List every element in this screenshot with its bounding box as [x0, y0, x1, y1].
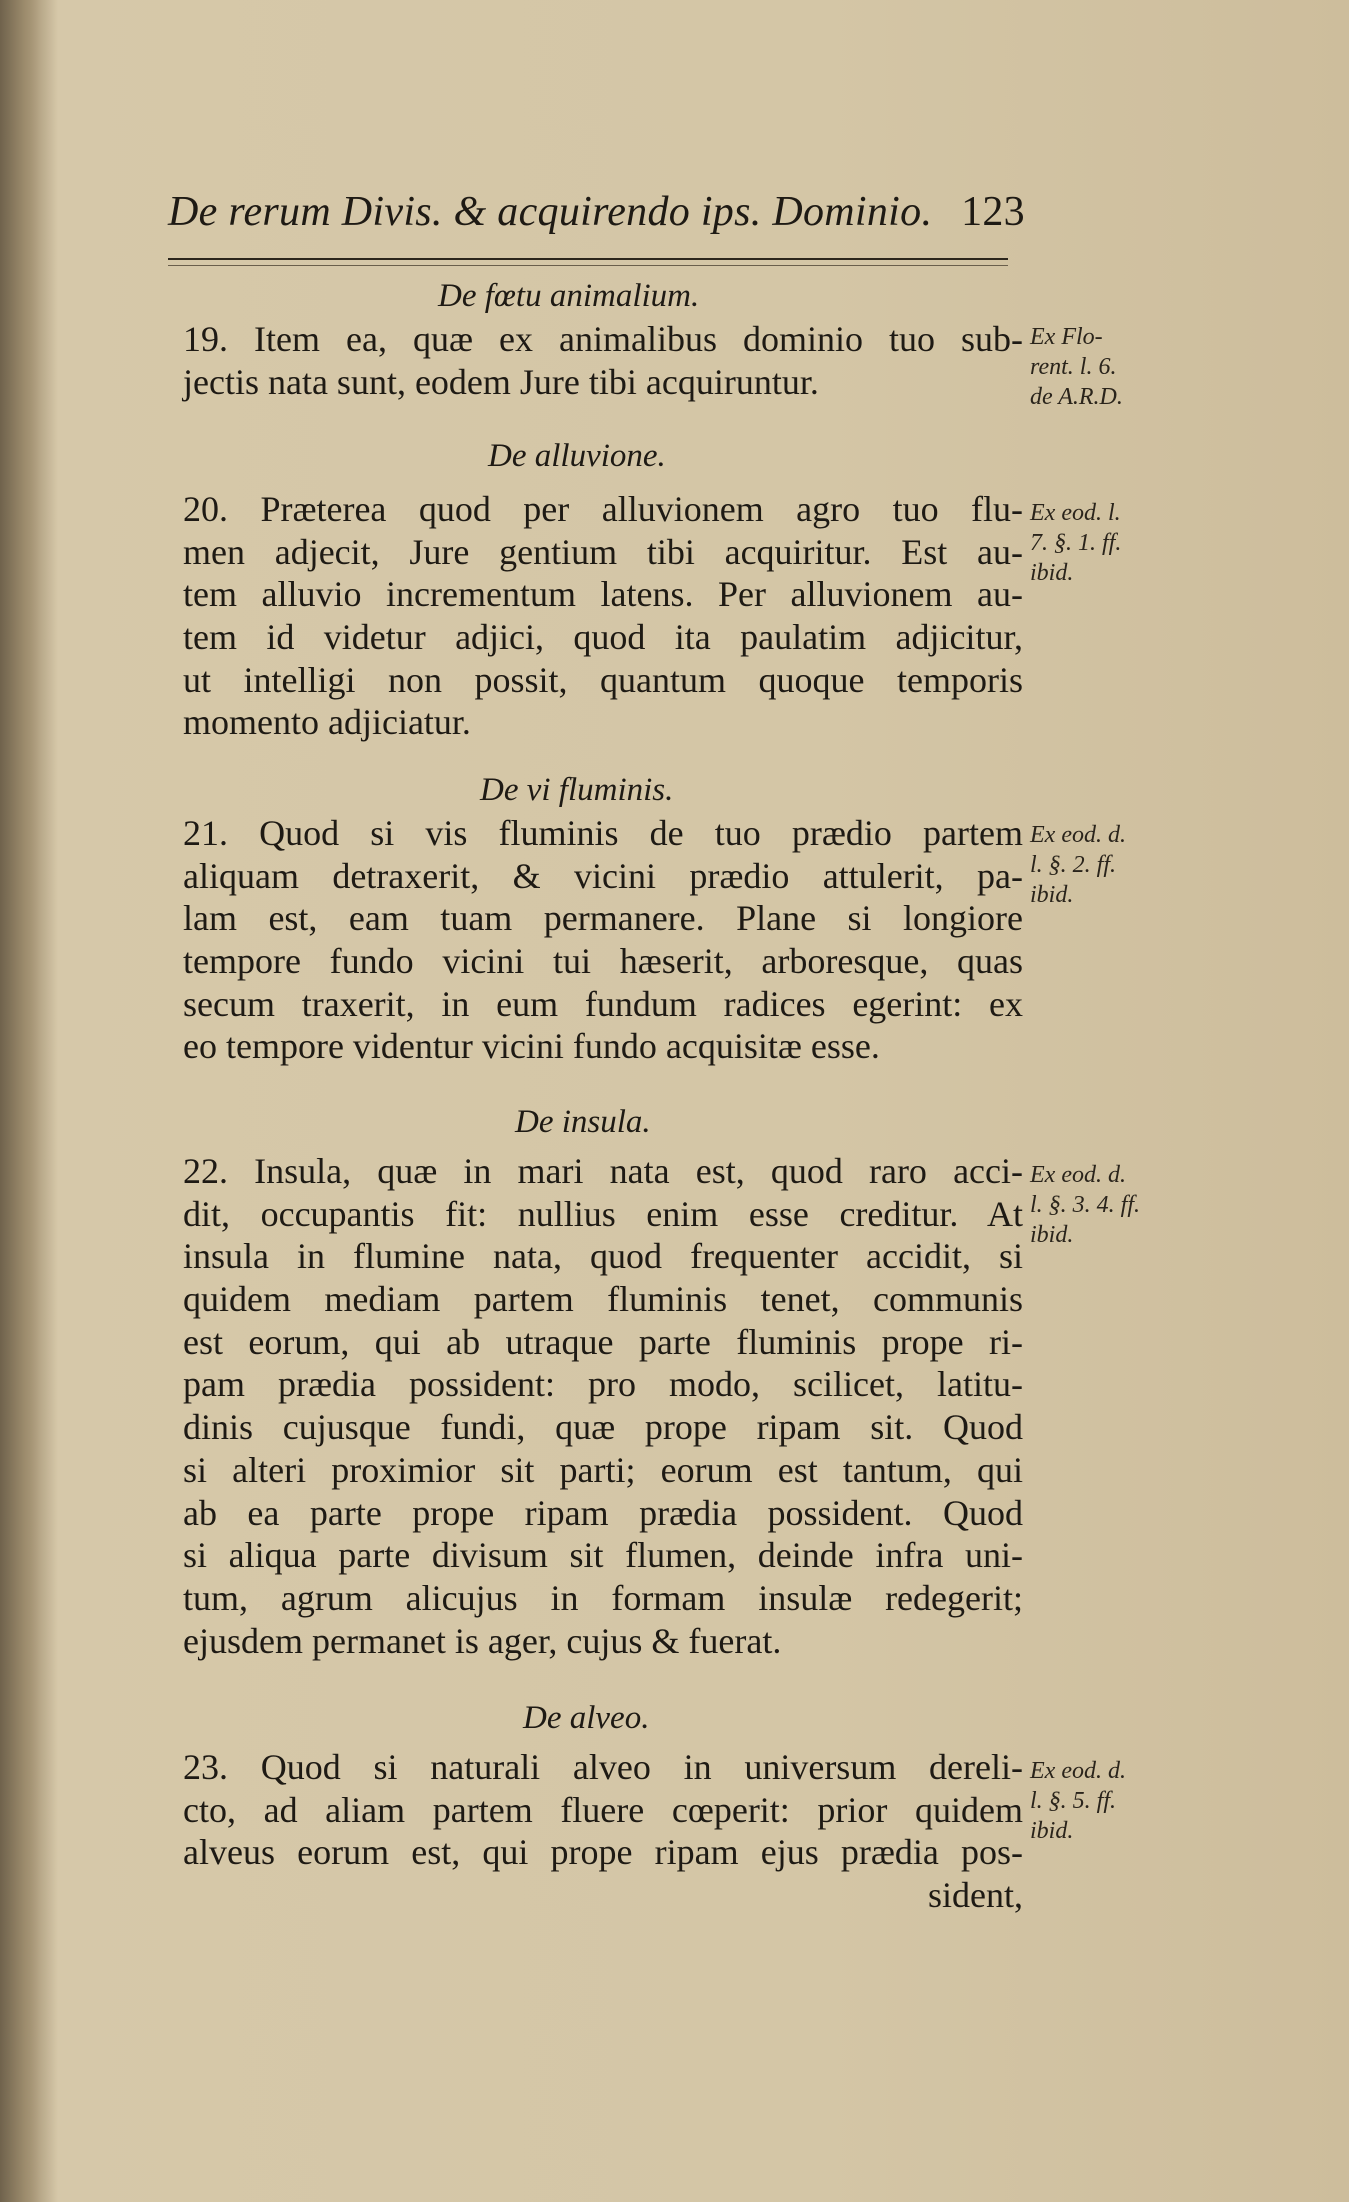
text-line: momento adjiciatur. [183, 702, 471, 743]
text-line: 23. Quod si naturali alveo in universum dereli- [183, 1747, 1023, 1787]
margin-note-line: Ex eod. d. [1030, 822, 1126, 848]
margin-note-line: de A.R.D. [1030, 384, 1123, 410]
book-spine-shadow [0, 0, 58, 2202]
text-line: si aliqua parte divisum sit flumen, deinde infra uni- [183, 1535, 1023, 1576]
header-rule [168, 258, 1008, 260]
margin-note [1030, 820, 1190, 910]
section-text [183, 1150, 1023, 1662]
text-line: 22. Insula, quæ in mari nata est, quod raro acci- [183, 1151, 1023, 1191]
text-line: sident, [928, 1875, 1023, 1916]
margin-note-line: l. §. 2. ff. [1030, 852, 1117, 878]
margin-note-line: ibid. [1030, 882, 1074, 908]
margin-note-line: ibid. [1030, 1222, 1074, 1248]
margin-note-line: Ex eod. l. [1030, 500, 1121, 526]
section-text [183, 812, 1023, 1068]
text-line: secum traxerit, in eum fundum radices egerint: ex [183, 983, 1023, 1024]
section-heading: De vi fluminis. [480, 772, 674, 808]
margin-note-line: Ex Flo- [1030, 324, 1103, 350]
margin-note-line: 7. §. 1. ff. [1030, 530, 1122, 556]
section-text [183, 318, 1023, 403]
running-header [168, 188, 1025, 236]
section-text [183, 1746, 1023, 1917]
margin-note-line: Ex eod. d. [1030, 1162, 1126, 1188]
text-line: ab ea parte prope ripam prædia possident. Quod [183, 1492, 1023, 1533]
section-heading: De fœtu animalium. [438, 278, 700, 314]
text-line: dit, occupantis fit: nullius enim esse creditur. At [183, 1193, 1023, 1234]
text-line: 20. Præterea quod per alluvionem agro tuo flu- [183, 489, 1023, 529]
section-text [183, 488, 1023, 744]
header-rule-thin [168, 265, 1008, 266]
text-line: si alteri proximior sit parti; eorum est tantum, qui [183, 1449, 1023, 1490]
text-line: aliquam detraxerit, & vicini prædio attulerit, pa- [183, 855, 1023, 896]
text-line: lam est, eam tuam permanere. Plane si longiore [183, 898, 1023, 939]
text-line: tum, agrum alicujus in formam insulæ redegerit; [183, 1577, 1023, 1618]
text-line: 21. Quod si vis fluminis de tuo prædio partem [183, 813, 1023, 853]
text-line: quidem mediam partem fluminis tenet, communis [183, 1279, 1023, 1320]
text-line: pam prædia possident: pro modo, scilicet, latitu- [183, 1364, 1023, 1405]
page-number: 123 [961, 189, 1025, 235]
margin-note-line: l. §. 3. 4. ff. [1030, 1192, 1141, 1218]
margin-note-line: ibid. [1030, 560, 1074, 586]
text-line: ejusdem permanet is ager, cujus & fuerat. [183, 1620, 782, 1661]
section-heading: De insula. [515, 1104, 651, 1140]
margin-note-line: ibid. [1030, 1818, 1074, 1844]
margin-note-line: l. §. 5. ff. [1030, 1788, 1117, 1814]
text-line: dinis cujusque fundi, quæ prope ripam sit. Quod [183, 1407, 1023, 1448]
text-line: insula in flumine nata, quod frequenter accidit, si [183, 1236, 1023, 1277]
margin-note-line: Ex eod. d. [1030, 1758, 1126, 1784]
text-line: jectis nata sunt, eodem Jure tibi acquiruntur. [183, 361, 819, 402]
margin-note [1030, 1756, 1190, 1846]
text-line: est eorum, qui ab utraque parte fluminis prope ri- [183, 1321, 1023, 1362]
section-heading: De alveo. [523, 1700, 650, 1736]
text-line: tem alluvio incrementum latens. Per alluvionem au- [183, 574, 1023, 615]
text-line: eo tempore videntur vicini fundo acquisitæ esse. [183, 1026, 880, 1067]
running-title: De rerum Divis. & acquirendo ips. Dominio. [168, 189, 933, 235]
text-line: ut intelligi non possit, quantum quoque temporis [183, 659, 1023, 700]
margin-note [1030, 498, 1190, 588]
section-heading: De alluvione. [488, 438, 666, 474]
margin-note [1030, 322, 1190, 412]
text-line: men adjecit, Jure gentium tibi acquiritur. Est au- [183, 531, 1023, 572]
text-line: tem id videtur adjici, quod ita paulatim adjicitur, [183, 617, 1023, 658]
margin-note-line: rent. l. 6. [1030, 354, 1117, 380]
margin-note [1030, 1160, 1190, 1250]
text-line: cto, ad aliam partem fluere cœperit: prior quidem [183, 1789, 1023, 1830]
text-line: 19. Item ea, quæ ex animalibus dominio tuo sub- [183, 319, 1023, 359]
text-line: alveus eorum est, qui prope ripam ejus prædia pos- [183, 1832, 1023, 1873]
text-line: tempore fundo vicini tui hæserit, arboresque, quas [183, 941, 1023, 982]
